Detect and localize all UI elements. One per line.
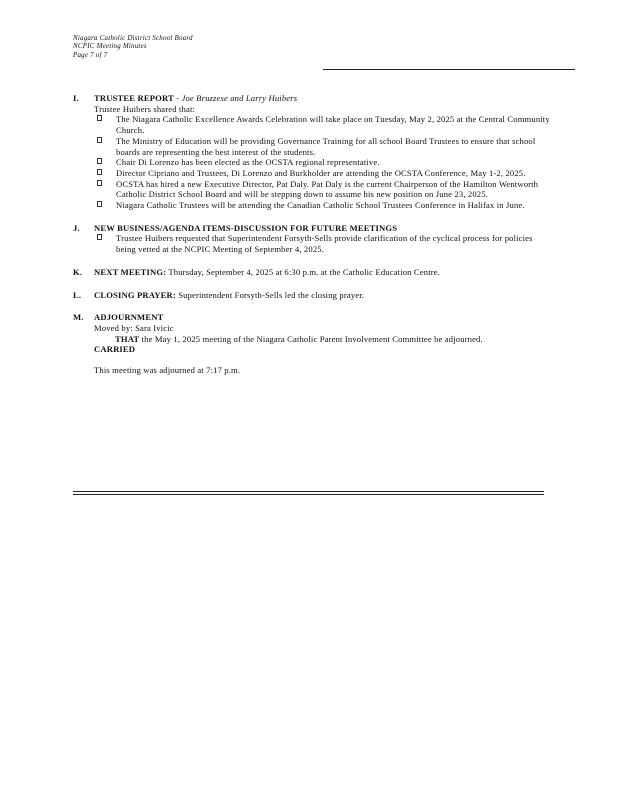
motion-carried: CARRIED xyxy=(94,344,136,355)
motion-body: the May 1, 2025 meeting of the Niagara Catholic Parent Involvement Committee be adjourned. xyxy=(141,333,483,344)
list-item: The Ministry of Education will be providing Governance Training for all school Board Trustees to ensure that school boards are representing the best interest of the students. xyxy=(94,136,553,157)
header-divider xyxy=(323,69,575,70)
square-bullet-icon xyxy=(97,201,102,207)
section-title: NEXT MEETING: xyxy=(94,266,167,277)
section-closing-prayer xyxy=(73,290,553,301)
page-header xyxy=(73,34,193,59)
square-bullet-icon xyxy=(97,169,102,175)
section-number: I. xyxy=(73,93,79,103)
section-number: L. xyxy=(73,289,82,300)
section-text: Superintendent Forsyth-Sells led the closing prayer. xyxy=(178,289,365,300)
bullet-list xyxy=(94,114,553,210)
square-bullet-icon xyxy=(97,137,102,143)
section-adjournment xyxy=(73,312,553,376)
header-document-title: NCPIC Meeting Minutes xyxy=(73,42,147,51)
square-bullet-icon xyxy=(97,158,102,164)
motion-text xyxy=(94,334,553,345)
section-title: NEW BUSINESS/AGENDA ITEMS-DISCUSSION FOR FUTURE MEETINGS xyxy=(94,222,398,233)
list-item: The Niagara Catholic Excellence Awards Celebration will take place on Tuesday, May 2, 2025 at the Central Community Church. xyxy=(94,114,553,135)
motion-that-label: THAT xyxy=(115,333,140,344)
section-text: Thursday, September 4, 2025 at 6:30 p.m. at the Catholic Education Centre. xyxy=(168,266,441,277)
section-next-meeting xyxy=(73,267,553,278)
section-number: M. xyxy=(73,312,84,323)
closing-note: This meeting was adjourned at 7:17 p.m. xyxy=(94,365,241,376)
section-intro: Trustee Huibers shared that: xyxy=(94,103,196,114)
list-item: OCSTA has hired a new Executive Director, Pat Daly. Pat Daly is the current Chairperson of the Hamilton Wentworth Catholic District School Board and will be stepping down to assume his new position on June 23, 2025. xyxy=(94,179,553,200)
section-title: ADJOURNMENT xyxy=(94,312,164,323)
square-bullet-icon xyxy=(97,115,102,121)
minutes-body xyxy=(73,93,553,388)
header-board-name: Niagara Catholic District School Board xyxy=(73,34,193,42)
header-page-number: Page 7 of 7 xyxy=(73,50,108,59)
section-title: CLOSING PRAYER: xyxy=(94,289,176,300)
section-number: K. xyxy=(73,266,83,277)
list-item: Chair Di Lorenzo has been elected as the OCSTA regional representative. xyxy=(94,157,553,168)
moved-by: Moved by: Sara Ivicic xyxy=(94,322,174,333)
footer-double-rule xyxy=(73,491,544,495)
section-trustee-report xyxy=(73,93,553,211)
list-item: Niagara Catholic Trustees will be attending the Canadian Catholic School Trustees Conference in Halifax in June. xyxy=(94,200,553,211)
list-item: Director Cipriano and Trustees, Di Lorenzo and Burkholder are attending the OCSTA Conference, May 1-2, 2025. xyxy=(94,168,553,179)
square-bullet-icon xyxy=(97,234,102,240)
bullet-list xyxy=(94,233,553,254)
section-title: TRUSTEE REPORT xyxy=(94,93,174,103)
section-number: J. xyxy=(73,222,80,233)
square-bullet-icon xyxy=(97,180,102,186)
list-item: Trustee Huibers requested that Superintendent Forsyth-Sells provide clarification of the cyclical process for policies being vetted at the NCPIC Meeting of September 4, 2025. xyxy=(94,233,553,254)
section-presenters: - Joe Bruzzese and Larry Huibers xyxy=(173,93,298,103)
section-new-business xyxy=(73,223,553,255)
